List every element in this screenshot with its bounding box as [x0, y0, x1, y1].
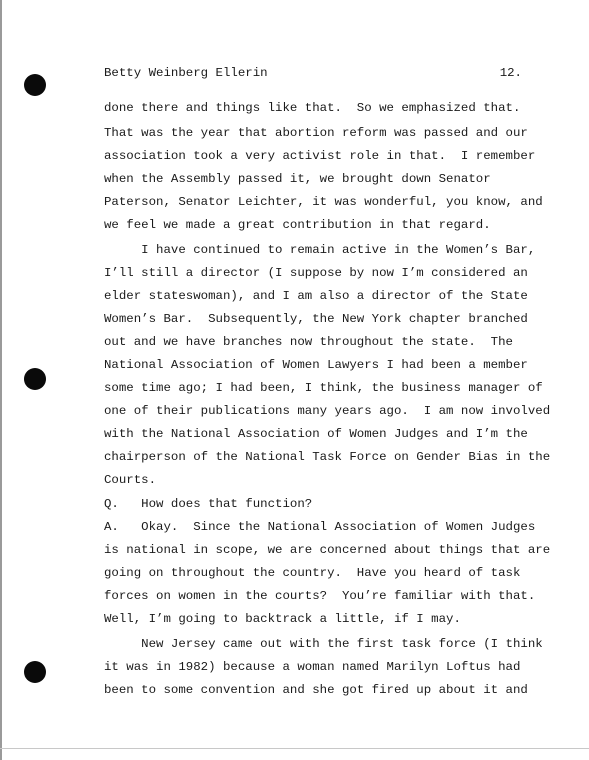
punch-hole-bottom: [24, 661, 46, 683]
text-line: That was the year that abortion reform was passed and our: [104, 126, 528, 140]
text-line: I have continued to remain active in the Women’s Bar,: [104, 243, 536, 257]
text-line: Courts.: [104, 473, 157, 487]
page-number: 12.: [499, 66, 522, 80]
text-line: we feel we made a great contribution in that regard.: [104, 218, 491, 232]
text-line: Well, I’m going to backtrack a little, if I may.: [104, 612, 461, 626]
text-line: done there and things like that. So we emphasized that.: [104, 101, 521, 115]
punch-hole-top: [24, 74, 46, 96]
text-line: some time ago; I had been, I think, the business manager of: [104, 381, 543, 395]
header-title: Betty Weinberg Ellerin: [104, 66, 268, 80]
text-line: when the Assembly passed it, we brought down Senator: [104, 172, 491, 186]
text-line: with the National Association of Women Judges and I’m the: [104, 427, 528, 441]
text-line: New Jersey came out with the first task force (I think: [104, 637, 543, 651]
text-line: been to some convention and she got fired up about it and: [104, 683, 528, 697]
text-line: A. Okay. Since the National Association of Women Judges: [104, 520, 536, 534]
page-bottom-edge: [0, 748, 589, 749]
page-left-edge: [0, 0, 2, 760]
text-line: one of their publications many years ago. I am now involved: [104, 404, 551, 418]
text-line: out and we have branches now throughout the state. The: [104, 335, 513, 349]
text-line: it was in 1982) because a woman named Marilyn Loftus had: [104, 660, 521, 674]
text-line: Women’s Bar. Subsequently, the New York chapter branched: [104, 312, 528, 326]
text-line: chairperson of the National Task Force on Gender Bias in the: [104, 450, 551, 464]
text-line: National Association of Women Lawyers I had been a member: [104, 358, 528, 372]
text-line: Q. How does that function?: [104, 497, 313, 511]
text-line: is national in scope, we are concerned about things that are: [104, 543, 551, 557]
text-line: Paterson, Senator Leichter, it was wonderful, you know, and: [104, 195, 543, 209]
text-line: forces on women in the courts? You’re familiar with that.: [104, 589, 536, 603]
text-line: association took a very activist role in that. I remember: [104, 149, 536, 163]
punch-hole-middle: [24, 368, 46, 390]
page-header: [104, 66, 522, 84]
text-line: elder stateswoman), and I am also a director of the State: [104, 289, 528, 303]
text-line: I’ll still a director (I suppose by now I’m considered an: [104, 266, 528, 280]
text-line: going on throughout the country. Have you heard of task: [104, 566, 521, 580]
